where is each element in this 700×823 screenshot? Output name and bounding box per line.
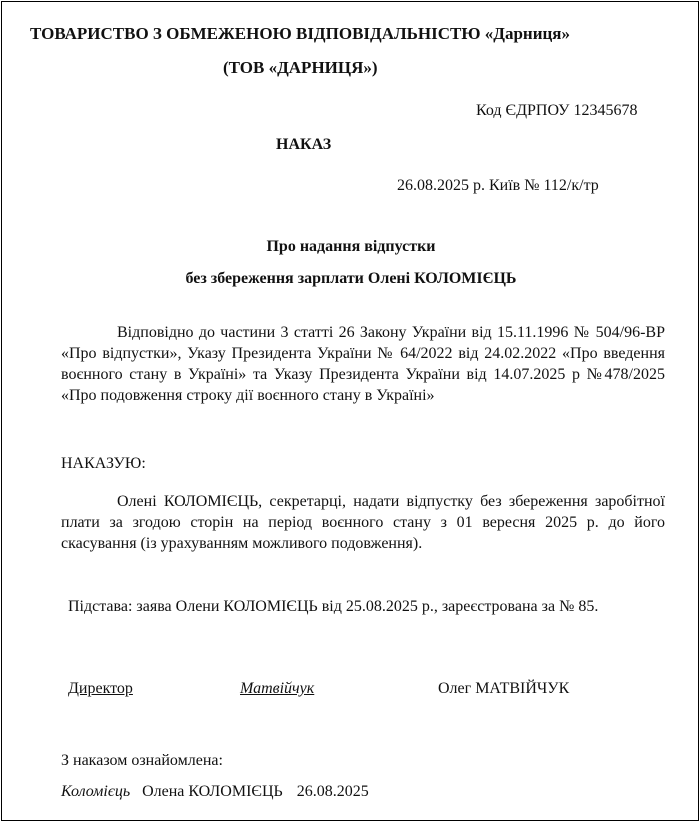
director-signature: Матвійчук xyxy=(240,680,315,697)
document-page xyxy=(1,1,699,821)
employee-signature: Коломієць xyxy=(61,783,131,800)
grounds-paragraph: Підстава: заява Олени КОЛОМІЄЦЬ від 25.08.2025 р., зареєстрована за № 85. xyxy=(68,598,599,615)
acknowledgement-line xyxy=(61,783,369,801)
legal-basis-paragraph: Відповідно до частини 3 статті 26 Закону України від 15.11.1996 № 504/96-ВР «Про відпустки», Указу Президента України № 64/2022 від 24.02.2022 «Про введення воєнного стану в Україні» та Указу Президента України від 14.07.2025 р №478/2025 «Про подовження строку дії воєнного стану в Україні» xyxy=(61,324,665,404)
director-name: Олег МАТВІЙЧУК xyxy=(438,680,570,697)
decree-heading: НАКАЗУЮ: xyxy=(61,455,146,472)
edrpou-code: Код ЄДРПОУ 12345678 xyxy=(476,102,638,119)
employee-name: Олена КОЛОМІЄЦЬ xyxy=(142,783,283,800)
company-short-name: (ТОВ «ДАРНИЦЯ») xyxy=(223,58,378,77)
order-subject-line-2: без збереження зарплати Олені КОЛОМІЄЦЬ xyxy=(185,270,517,287)
decree-paragraph: Олені КОЛОМІЄЦЬ, секретарці, надати відпустку без збереження заробітної плати за згодою сторін на період воєнного стану з 01 вересня 2025 р. до його скасування (із урахуванням можливого подовження). xyxy=(61,493,665,552)
acknowledgement-date: 26.08.2025 xyxy=(296,783,369,800)
director-title: Директор xyxy=(68,680,133,697)
order-date-place-number: 26.08.2025 р. Київ № 112/к/тр xyxy=(397,177,599,194)
company-full-name: ТОВАРИСТВО З ОБМЕЖЕНОЮ ВІДПОВІДАЛЬНІСТЮ «Дарниця» xyxy=(30,24,570,43)
order-title: НАКАЗ xyxy=(276,136,332,153)
acknowledgement-label: З наказом ознайомлена: xyxy=(61,752,223,769)
order-subject-line-1: Про надання відпустки xyxy=(266,238,436,255)
